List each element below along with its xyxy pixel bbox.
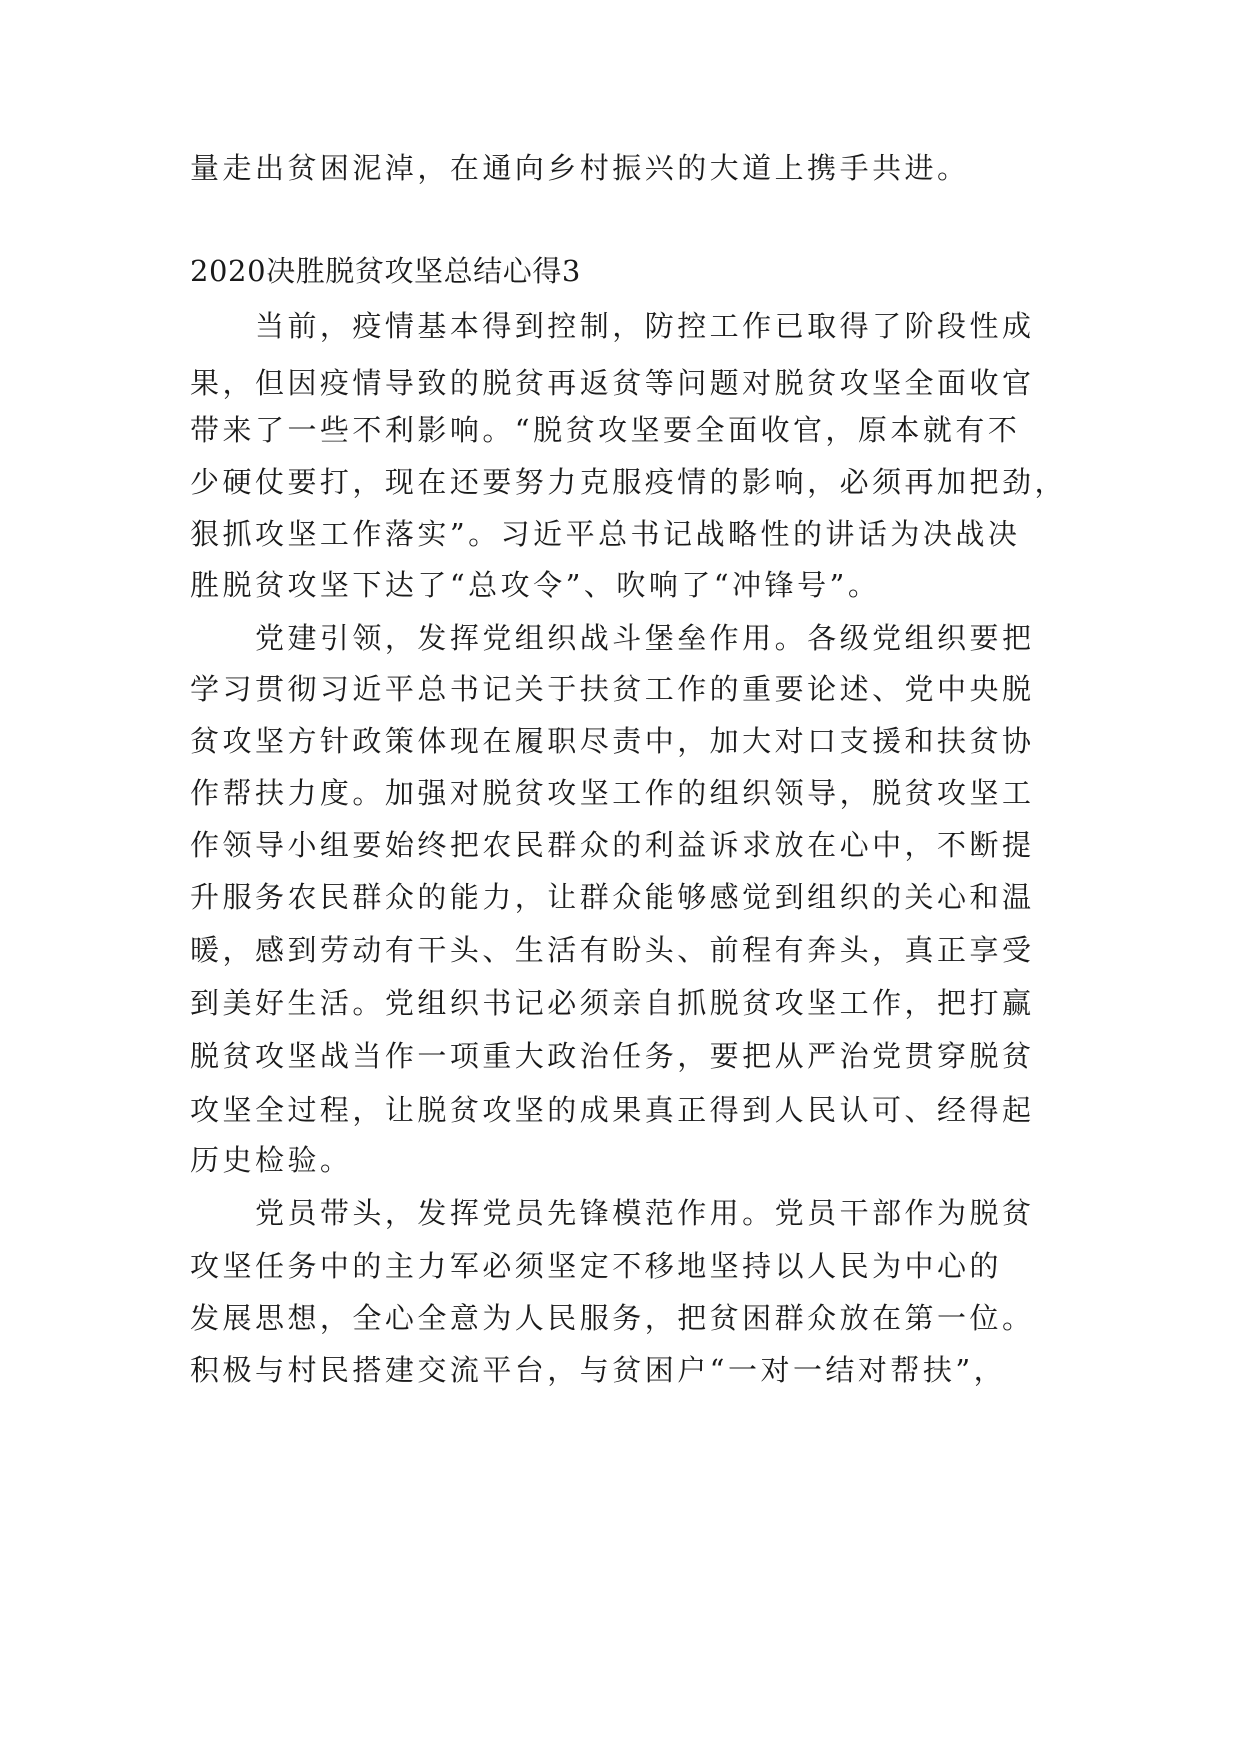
paragraph-1-line: 果，但因疫情导致的脱贫再返贫等问题对脱贫攻坚全面收官	[190, 366, 1035, 400]
paragraph-2-line: 作领导小组要始终把农民群众的利益诉求放在心中，不断提	[190, 828, 1035, 862]
paragraph-2-line: 暖，感到劳动有干头、生活有盼头、前程有奔头，真正享受	[190, 933, 1035, 967]
paragraph-3-line: 党员带头，发挥党员先锋模范作用。党员干部作为脱贫	[190, 1196, 1035, 1230]
paragraph-1-line: 当前，疫情基本得到控制，防控工作已取得了阶段性成	[190, 309, 1035, 343]
paragraph-2-line: 攻坚全过程，让脱贫攻坚的成果真正得到人民认可、经得起	[190, 1093, 1035, 1127]
section-title: 2020决胜脱贫攻坚总结心得3	[190, 254, 581, 288]
paragraph-2-line: 作帮扶力度。加强对脱贫攻坚工作的组织领导，脱贫攻坚工	[190, 776, 1035, 810]
paragraph-2-line: 升服务农民群众的能力，让群众能够感觉到组织的关心和温	[190, 880, 1035, 914]
paragraph-3-line: 积极与村民搭建交流平台，与贫困户“一对一结对帮扶”，	[190, 1353, 1007, 1387]
continuation-line: 量走出贫困泥淖，在通向乡村振兴的大道上携手共进。	[190, 151, 970, 185]
paragraph-2-line: 历史检验。	[190, 1143, 353, 1177]
paragraph-1-line: 少硬仗要打，现在还要努力克服疫情的影响，必须再加把劲，	[190, 465, 1067, 499]
paragraph-2-line: 脱贫攻坚战当作一项重大政治任务，要把从严治党贯穿脱贫	[190, 1039, 1035, 1073]
paragraph-3-line: 发展思想，全心全意为人民服务，把贫困群众放在第一位。	[190, 1301, 1035, 1335]
paragraph-2-line: 党建引领，发挥党组织战斗堡垒作用。各级党组织要把	[190, 621, 1035, 655]
paragraph-1-line: 狠抓攻坚工作落实”。习近平总书记战略性的讲话为决战决	[190, 517, 1021, 551]
paragraph-2-line: 贫攻坚方针政策体现在履职尽责中，加大对口支援和扶贫协	[190, 724, 1035, 758]
paragraph-3-line: 攻坚任务中的主力军必须坚定不移地坚持以人民为中心的	[190, 1249, 1003, 1283]
paragraph-1-line: 胜脱贫攻坚下达了“总攻令”、吹响了“冲锋号”。	[190, 568, 881, 602]
paragraph-2-line: 学习贯彻习近平总书记关于扶贫工作的重要论述、党中央脱	[190, 672, 1035, 706]
paragraph-1-line: 带来了一些不利影响。“脱贫攻坚要全面收官，原本就有不	[190, 413, 1021, 447]
paragraph-2-line: 到美好生活。党组织书记必须亲自抓脱贫攻坚工作，把打赢	[190, 986, 1035, 1020]
